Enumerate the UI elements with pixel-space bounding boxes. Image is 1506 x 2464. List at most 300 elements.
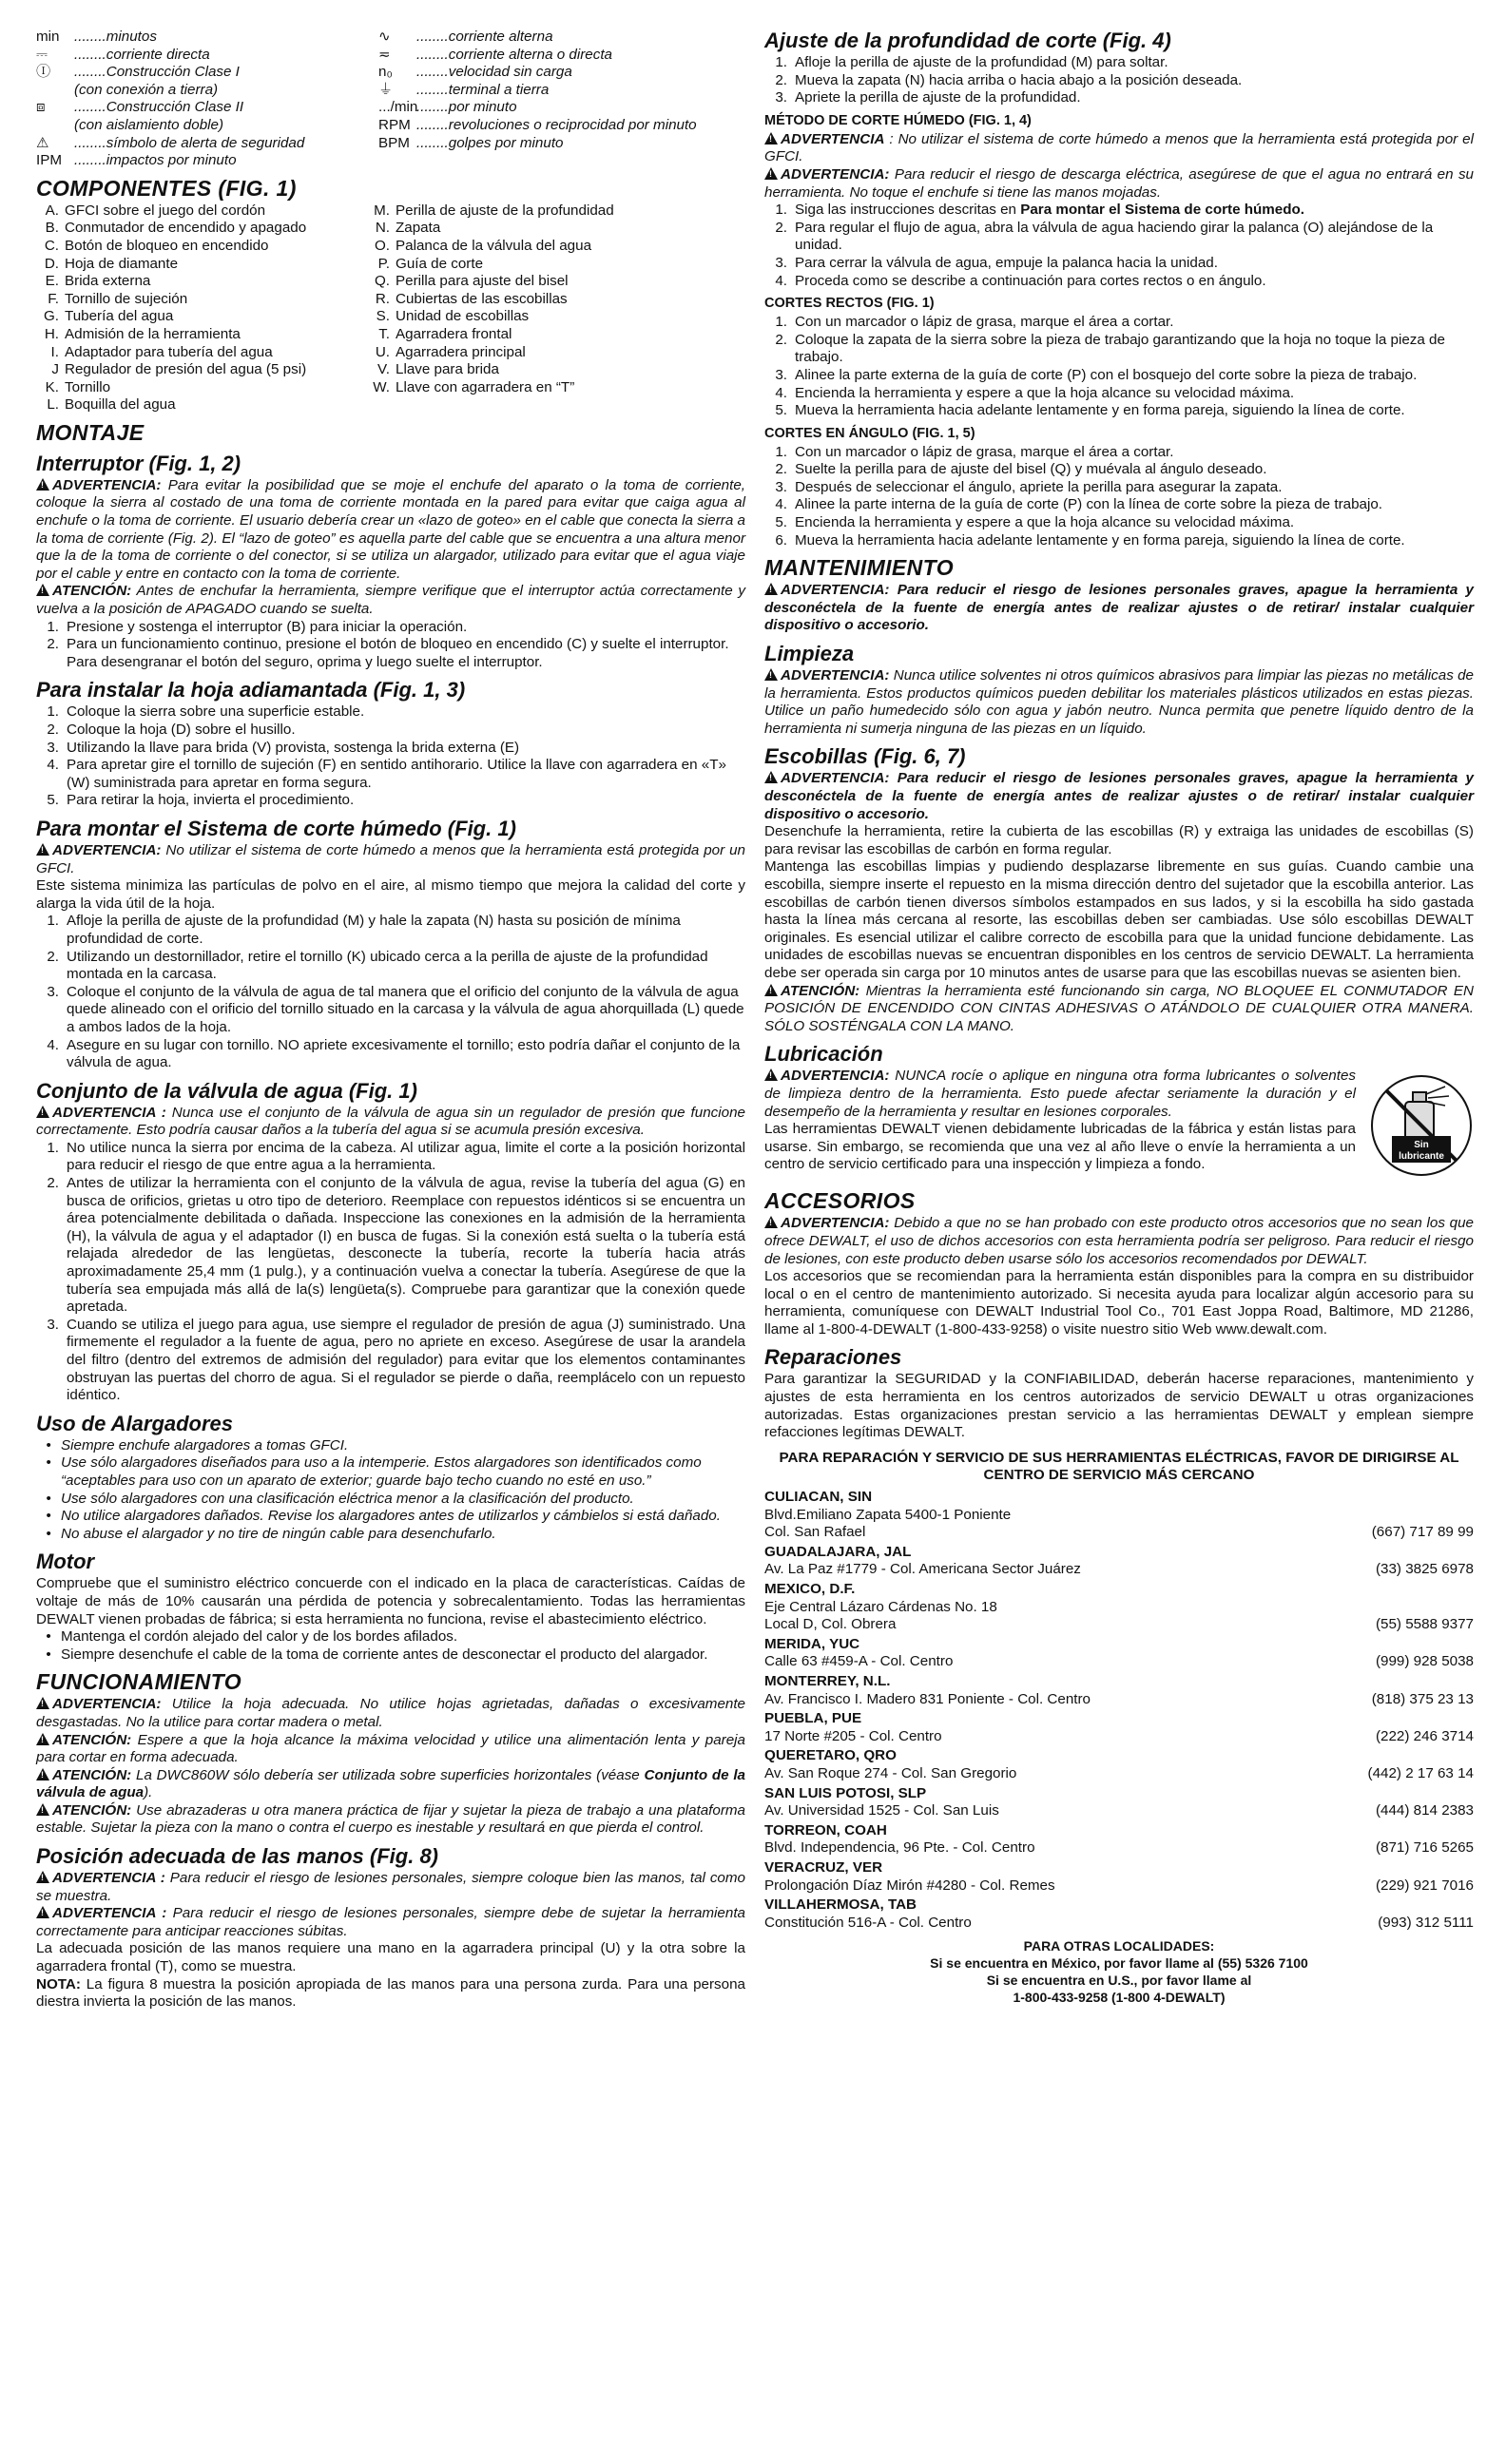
component-letter: E. bbox=[45, 273, 59, 290]
address-line: Calle 63 #459-A - Col. Centro bbox=[764, 1653, 954, 1670]
list-number: 2. bbox=[47, 1175, 59, 1192]
mantenimiento-warning: !ADVERTENCIA: Para reducir el riesgo de lesiones personales graves, apague la herramienta y desconéctela de la fuente de energía antes de realizar ajustes o de retirar/ instalar cualquier dispositivo o accesorio. bbox=[764, 582, 1474, 635]
list-text: Para un funcionamiento continuo, presione el botón de bloqueo en encendido (C) y suelte el interruptor. Para desengranar el botón del seguro, oprima y luego suelte el interruptor. bbox=[67, 636, 729, 670]
interruptor-steps bbox=[36, 619, 745, 672]
service-heading: PARA REPARACIÓN Y SERVICIO DE SUS HERRAMIENTAS ELÉCTRICAS, FAVOR DE DIRIGIRSE AL CENTRO DE SERVICIO MÁS CERCANO bbox=[779, 1449, 1459, 1484]
component-label: Tubería del agua bbox=[65, 308, 174, 325]
list-text: Coloque la hoja (D) sobre el husillo. bbox=[67, 722, 296, 738]
component-label: Admisión de la herramienta bbox=[65, 325, 241, 342]
service-city: VILLAHERMOSA, TAB bbox=[764, 1896, 917, 1914]
bullet-item bbox=[36, 1526, 745, 1544]
list-item bbox=[36, 722, 745, 740]
warning-icon bbox=[36, 1906, 49, 1918]
list-text: Apriete la perilla de ajuste de la profundidad. bbox=[795, 89, 1081, 106]
symbol-label: Construcción Clase II bbox=[106, 99, 244, 116]
escobillas-warning: !ADVERTENCIA: Para reducir el riesgo de lesiones personales graves, apague la herramienta y desconéctela de la fuente de energía antes de realizar ajustes o de retirar/ instalar cualquier dispositivo o accesorio. bbox=[764, 770, 1474, 823]
bullet-text: Mantenga el cordón alejado del calor y de los bordes afilados. bbox=[61, 1628, 458, 1646]
component-item bbox=[367, 202, 745, 221]
service-phone: (442) 2 17 63 14 bbox=[1367, 1764, 1474, 1781]
service-phone: (871) 716 5265 bbox=[1375, 1839, 1474, 1857]
bullet-dot: • bbox=[46, 1646, 51, 1663]
service-address bbox=[764, 1599, 1474, 1617]
list-number: 5. bbox=[775, 514, 787, 531]
list-text: Mueva la herramienta hacia adelante lentamente y en forma pareja, siguiendo la línea de corte. bbox=[795, 402, 1405, 419]
component-letter: C. bbox=[44, 237, 59, 254]
service-city: MONTERREY, N.L. bbox=[764, 1672, 891, 1689]
component-letter: B. bbox=[45, 220, 59, 237]
list-item: 1. Siga las instrucciones descritas en Para montar el Sistema de corte húmedo. bbox=[775, 202, 1305, 219]
service-phone: (222) 246 3714 bbox=[1375, 1727, 1474, 1744]
warning-icon bbox=[36, 1106, 49, 1118]
bullet-dot: • bbox=[46, 1454, 51, 1472]
list-number: 3. bbox=[47, 739, 59, 756]
component-letter: I. bbox=[50, 343, 59, 360]
escobillas-p2: Mantenga las escobillas limpias y pudiendo desplazarse libremente en sus guías. Cuando cambie una escobilla, siempre inserte el repuesto en la misma dirección dentro del sujetador que la escobilla anterior. Las escobillas de carbón tienen diversos símbolos estampados en sus lados, y si la escobilla ha sido gastada hasta la línea más cercana al resorte, las escobillas deben ser cambiadas. Use sólo escobillas DEWALT originales. Es esencial utilizar el calibre correcto de escobilla para que la unidad funcione debidamente. Las unidades de escobillas nuevas se encuentran disponibles en los centros de servicio DEWALT. La herramienta debe ser operada sin carga por 10 minutos antes de usarse para que las escobillas nuevas se asienten bien. bbox=[764, 858, 1474, 981]
list-text: Suelte la perilla para de ajuste del bisel (Q) y muévala al ángulo deseado. bbox=[795, 461, 1267, 478]
component-item bbox=[36, 238, 367, 256]
symbol-label: terminal a tierra bbox=[448, 81, 550, 98]
symbol-glyph bbox=[36, 82, 74, 100]
icon-label-1: Sin bbox=[1414, 1140, 1429, 1151]
list-item bbox=[764, 444, 1474, 462]
list-text: Mueva la herramienta hacia adelante lentamente y en forma pareja, siguiendo la línea de corte. bbox=[795, 531, 1405, 549]
escobillas-attention: !ATENCIÓN: Mientras la herramienta esté funcionando sin carga, NO BLOQUEE EL CONMUTADOR EN POSICIÓN DE ENCENDIDO CON CINTAS ADHESIVAS O ATÁNDOLO DE CUALQUIER OTRA MANERA. SÓLO SOSTÉNGALA CON LA MANO. bbox=[764, 983, 1474, 1036]
list-text: Con un marcador o lápiz de grasa, marque el área a cortar. bbox=[795, 443, 1174, 460]
hoja-steps bbox=[36, 703, 745, 810]
symbol-label: corriente directa bbox=[106, 46, 210, 63]
bullet-text: No utilice alargadores dañados. Revise los alargadores antes de utilizarlos y cámbielos si está dañado. bbox=[61, 1508, 721, 1525]
symbol-glyph: n₀ bbox=[378, 64, 393, 81]
list-text: Antes de utilizar la herramienta con el conjunto de la válvula de agua, revise la tubería del agua (G) en busca de orificios, grietas u otro tipo de deterioro. Reemplace con repuestos idénticos si se encuentra un área potencialmente debilitada o dañada. Inspeccione las conexiones en la admisión de la herramienta (H), la válvula de agua y el adaptador (I) en busca de fugas. Si la conexión está suelta o la tubería está relajada alrededor de las lengüetas, desconecte la tubería, recorte la tubería hacia atrás aproximadamente 25,4 mm (1 pulg.), y a continuación vuelva a conectar la tubería. Asegúrese de que la tubería sea empujada más allá de la(s) lengüeta(s). Compruebe para garantizar que la conexión quede apretada. bbox=[67, 1175, 745, 1316]
symbol-glyph: ≂ bbox=[378, 46, 391, 63]
bullet-dot: • bbox=[46, 1436, 51, 1453]
component-label: Zapata bbox=[396, 220, 441, 237]
list-number: 3. bbox=[775, 254, 787, 271]
list-number: 3. bbox=[775, 366, 787, 383]
motor-bullets bbox=[36, 1628, 745, 1664]
list-number: 4. bbox=[775, 384, 787, 401]
symbol-row bbox=[36, 47, 378, 65]
symbol-leader: ........ bbox=[74, 99, 106, 116]
component-letter: Q. bbox=[374, 273, 390, 290]
component-item bbox=[367, 326, 745, 344]
bullet-item bbox=[36, 1508, 745, 1526]
list-item bbox=[764, 367, 1474, 385]
component-item bbox=[367, 361, 745, 379]
symbol-leader: ........ bbox=[416, 64, 449, 81]
symbol-row bbox=[378, 117, 740, 135]
list-item bbox=[36, 636, 745, 671]
symbol-row bbox=[36, 135, 378, 153]
component-label: Conmutador de encendido y apagado bbox=[65, 220, 307, 237]
service-city: MERIDA, YUC bbox=[764, 1635, 860, 1652]
metodo-steps bbox=[764, 202, 1474, 220]
list-item bbox=[764, 255, 1474, 273]
list-item bbox=[764, 332, 1474, 367]
address-line: Eje Central Lázaro Cárdenas No. 18 bbox=[764, 1598, 997, 1615]
manos-warning-2: !ADVERTENCIA : Para reducir el riesgo de lesiones personales, siempre debe de sujetar la herramienta correctamente para anticipar reacciones súbitas. bbox=[36, 1905, 745, 1940]
list-item bbox=[36, 703, 745, 722]
component-label: Perilla de ajuste de la profundidad bbox=[396, 202, 614, 219]
right-column bbox=[764, 29, 1474, 2006]
list-item bbox=[764, 89, 1474, 107]
service-city: SAN LUIS POTOSI, SLP bbox=[764, 1784, 927, 1801]
lubricacion-block bbox=[764, 1068, 1474, 1183]
service-address bbox=[764, 1839, 1474, 1858]
icon-label-2: lubricante bbox=[1399, 1151, 1444, 1163]
symbol-leader: ........ bbox=[416, 134, 449, 151]
list-item bbox=[36, 913, 745, 948]
list-text: Proceda como se describe a continuación para cortes rectos o en ángulo. bbox=[795, 272, 1266, 289]
symbol-label: (con aislamiento doble) bbox=[74, 116, 224, 133]
bullet-dot: • bbox=[46, 1628, 51, 1646]
list-text: Cuando se utiliza el juego para agua, use siempre el regulador de presión de agua (J) suministrado. Una firmemente el regulador a la fuente de agua, pero no apriete en exceso. Asegúrese de usar la arandela del filtro (dentro del extremos de admisión del regulador) para evitar que los elementos contaminantes obstruyan las puertas del chorro de agua. Si el regulador se pierde o daña, reemplácelo con un repuesto idéntico. bbox=[67, 1316, 745, 1404]
warning-icon bbox=[36, 1871, 49, 1883]
symbol-row bbox=[36, 99, 378, 117]
list-item bbox=[36, 984, 745, 1037]
funcionamiento-title: FUNCIONAMIENTO bbox=[36, 1669, 242, 1695]
list-text: No utilice nunca la sierra por encima de la cabeza. Al utilizar agua, limite el corte a la posición horizontal para reducir el riesgo de que entre agua a la herramienta. bbox=[67, 1139, 745, 1174]
address-line: Prolongación Díaz Mirón #4280 - Col. Remes bbox=[764, 1877, 1055, 1894]
motor-title: Motor bbox=[36, 1550, 95, 1574]
component-item bbox=[367, 291, 745, 309]
symbol-row bbox=[378, 135, 740, 153]
component-item bbox=[367, 238, 745, 256]
service-city: VERACRUZ, VER bbox=[764, 1858, 883, 1876]
list-text: Afloje la perilla de ajuste de la profundidad (M) para soltar. bbox=[795, 54, 1168, 70]
service-phone: (667) 717 89 99 bbox=[1371, 1524, 1474, 1541]
humedo-intro: Este sistema minimiza las partículas de polvo en el aire, al mismo tiempo que mejora la calidad del corte y alarga la vida útil de la hoja. bbox=[36, 877, 745, 912]
list-item bbox=[764, 461, 1474, 479]
montaje-title: MONTAJE bbox=[36, 419, 145, 445]
humedo-title: Para montar el Sistema de corte húmedo (Fig. 1) bbox=[36, 816, 516, 840]
warning-icon bbox=[36, 1697, 49, 1709]
list-text: Coloque el conjunto de la válvula de agua de tal manera que el orificio del conjunto de la válvula de agua quede alineado con el orificio del tornillo situado en la carcasa y la válvula de agua ahorquillada (L) quede a ambos lados de la hoja. bbox=[67, 983, 744, 1035]
component-letter: M. bbox=[374, 202, 390, 219]
component-item bbox=[36, 308, 367, 326]
symbol-glyph: ∿ bbox=[378, 29, 391, 45]
manos-warning-1: !ADVERTENCIA : Para reducir el riesgo de lesiones personales, siempre coloque bien las manos, tal como se muestra. bbox=[36, 1870, 745, 1905]
symbol-glyph: .../min bbox=[378, 99, 418, 116]
service-city: QUERETARO, QRO bbox=[764, 1747, 897, 1764]
component-item bbox=[367, 308, 745, 326]
warning-icon bbox=[36, 1768, 49, 1781]
component-letter: U. bbox=[375, 343, 390, 360]
component-item bbox=[367, 344, 745, 362]
symbol-label: corriente alterna bbox=[448, 29, 553, 45]
service-phone: (444) 814 2383 bbox=[1375, 1802, 1474, 1819]
service-phone: (33) 3825 6978 bbox=[1375, 1561, 1474, 1578]
service-address bbox=[764, 1877, 1474, 1896]
manos-title: Posición adecuada de las manos (Fig. 8) bbox=[36, 1844, 439, 1869]
symbol-label: corriente alterna o directa bbox=[448, 46, 612, 63]
component-item bbox=[36, 291, 367, 309]
list-item bbox=[36, 1037, 745, 1072]
symbol-glyph: ⏚ bbox=[378, 81, 394, 98]
service-address bbox=[764, 1915, 1474, 1933]
bullet-text: Siempre desenchufe el cable de la toma de corriente antes de desconectar el producto del alargador. bbox=[61, 1646, 708, 1663]
list-number: 2. bbox=[775, 71, 787, 88]
symbol-label: (con conexión a tierra) bbox=[74, 81, 219, 98]
component-letter: K. bbox=[45, 378, 59, 395]
lubricacion-text: Las herramientas DEWALT vienen debidamente lubricadas de la fábrica y están listas para usarse. Sin embargo, se recomienda que una vez al año lleve o envíe la herramienta a un centro de servicio certificado para una inspección y limpieza a fondo. bbox=[764, 1121, 1356, 1173]
component-letter: T. bbox=[378, 325, 390, 342]
warning-icon bbox=[36, 843, 49, 856]
warning-icon bbox=[764, 1216, 778, 1228]
component-item bbox=[36, 273, 367, 291]
list-text: Después de seleccionar el ángulo, apriete la perilla para asegurar la zapata. bbox=[795, 478, 1283, 495]
symbol-row bbox=[378, 47, 740, 65]
symbol-row bbox=[378, 29, 740, 47]
list-number: 4. bbox=[775, 272, 787, 289]
service-phone: (229) 921 7016 bbox=[1375, 1877, 1474, 1894]
component-letter: O. bbox=[374, 237, 390, 254]
lubricacion-title: Lubricación bbox=[764, 1042, 883, 1067]
address-line: Av. San Roque 274 - Col. San Gregorio bbox=[764, 1764, 1017, 1781]
symbol-label: Construcción Clase I bbox=[106, 64, 240, 81]
component-item bbox=[367, 273, 745, 291]
component-letter: S. bbox=[376, 308, 390, 325]
component-item bbox=[36, 379, 367, 397]
symbol-leader: ........ bbox=[74, 134, 106, 151]
list-number: 5. bbox=[47, 792, 59, 809]
list-item bbox=[36, 619, 745, 637]
bullet-dot: • bbox=[46, 1490, 51, 1507]
list-text: Para retirar la hoja, invierta el procedimiento. bbox=[67, 792, 355, 809]
component-label: Adaptador para tubería del agua bbox=[65, 343, 273, 360]
address-line: Constitución 516-A - Col. Centro bbox=[764, 1914, 972, 1931]
component-letter: H. bbox=[44, 325, 59, 342]
service-city: TORREON, COAH bbox=[764, 1821, 887, 1838]
list-item bbox=[764, 54, 1474, 72]
component-letter: W. bbox=[373, 378, 390, 395]
manos-text: La adecuada posición de las manos requiere una mano en la agarradera principal (U) y la otra sobre la agarradera frontal (T), como se muestra. bbox=[36, 1940, 745, 1975]
component-letter: F. bbox=[48, 290, 59, 307]
service-centers bbox=[764, 1489, 1474, 1932]
list-number: 6. bbox=[775, 531, 787, 549]
list-item bbox=[36, 740, 745, 758]
footer-line-1: PARA OTRAS LOCALIDADES: bbox=[1023, 1938, 1215, 1954]
lubricacion-warning: !ADVERTENCIA: NUNCA rocíe o aplique en ninguna otra forma lubricantes o solventes de limpieza dentro de la herramienta. Esto puede afectar seriamente la duración y el desempeño de la herramienta y resultar en lesiones corporales. bbox=[764, 1068, 1356, 1121]
list-text: Presione y sostenga el interruptor (B) para iniciar la operación. bbox=[67, 618, 468, 635]
list-number: 2. bbox=[775, 461, 787, 478]
address-line: 17 Norte #205 - Col. Centro bbox=[764, 1727, 942, 1744]
angulo-steps bbox=[764, 444, 1474, 550]
list-number: 3. bbox=[47, 983, 59, 1000]
list-number: 2. bbox=[775, 219, 787, 236]
component-label: Tornillo de sujeción bbox=[65, 290, 188, 307]
valvula-steps bbox=[36, 1140, 745, 1405]
component-label: Cubiertas de las escobillas bbox=[396, 290, 568, 307]
components-left bbox=[36, 202, 367, 414]
warning-icon bbox=[36, 584, 49, 596]
component-item bbox=[36, 361, 367, 379]
symbol-glyph bbox=[36, 117, 74, 135]
bullet-text: Use sólo alargadores diseñados para uso a la intemperie. Estos alargadores son identificados como “aceptables para uso con un aparato de exterior; guarde bajo techo cuando no esté en uso.” bbox=[61, 1454, 702, 1489]
service-address bbox=[764, 1653, 1474, 1671]
component-label: Tornillo bbox=[65, 378, 111, 395]
warning-icon bbox=[764, 771, 778, 783]
list-item bbox=[764, 514, 1474, 532]
metodo-steps-more bbox=[764, 220, 1474, 290]
warning-icon bbox=[764, 132, 778, 144]
list-number: 1. bbox=[47, 618, 59, 635]
list-number: 4. bbox=[47, 1036, 59, 1053]
angulo-title: CORTES EN ÁNGULO (FIG. 1, 5) bbox=[764, 425, 975, 441]
valvula-title: Conjunto de la válvula de agua (Fig. 1) bbox=[36, 1078, 417, 1103]
funcionamiento-att3: !ATENCIÓN: Use abrazaderas u otra manera práctica de fijar y sujetar la pieza de trabajo a una plataforma estable. Sujetar la pieza con la mano o contra el cuerpo es inestable y resultará en que pierda el control. bbox=[36, 1802, 745, 1838]
component-label: Guía de corte bbox=[396, 255, 484, 272]
list-number: 2. bbox=[47, 948, 59, 965]
service-city: PUEBLA, PUE bbox=[764, 1710, 862, 1727]
component-item bbox=[36, 344, 367, 362]
list-number: 3. bbox=[47, 1316, 59, 1333]
symbol-row bbox=[36, 152, 378, 170]
footer-line-2: Si se encuentra en México, por favor llame al (55) 5326 7100 bbox=[930, 1955, 1308, 1972]
list-number: 4. bbox=[775, 496, 787, 513]
component-label: Llave para brida bbox=[396, 361, 499, 378]
symbol-glyph: ⎓ bbox=[36, 46, 48, 63]
rectos-title: CORTES RECTOS (FIG. 1) bbox=[764, 296, 935, 312]
service-address bbox=[764, 1507, 1474, 1525]
symbol-label: símbolo de alerta de seguridad bbox=[106, 134, 305, 151]
service-city: MEXICO, D.F. bbox=[764, 1581, 856, 1597]
symbols-left bbox=[36, 29, 378, 170]
component-label: Agarradera frontal bbox=[396, 325, 512, 342]
metodo-title: MÉTODO DE CORTE HÚMEDO (FIG. 1, 4) bbox=[764, 112, 1032, 128]
list-number: 1. bbox=[47, 913, 59, 930]
list-item bbox=[764, 220, 1474, 255]
warning-icon bbox=[764, 167, 778, 180]
symbol-label: minutos bbox=[106, 29, 157, 45]
limpieza-title: Limpieza bbox=[764, 642, 855, 666]
list-number: 1. bbox=[47, 703, 59, 721]
address-line: Blvd.Emiliano Zapata 5400-1 Poniente bbox=[764, 1506, 1012, 1523]
component-letter: P. bbox=[377, 255, 390, 272]
list-item bbox=[36, 1175, 745, 1317]
list-item bbox=[36, 1317, 745, 1405]
profundidad-title: Ajuste de la profundidad de corte (Fig. 4) bbox=[764, 29, 1171, 52]
bullet-item bbox=[36, 1646, 745, 1665]
funcionamiento-att1: !ATENCIÓN: Espere a que la hoja alcance la máxima velocidad y utilice una alimentación lenta y pareja para cortar en forma adecuada. bbox=[36, 1732, 745, 1767]
symbol-row bbox=[36, 117, 378, 135]
list-number: 1. bbox=[47, 1139, 59, 1156]
alargadores-title: Uso de Alargadores bbox=[36, 1411, 234, 1435]
list-text: Encienda la herramienta y espere a que la hoja alcance su velocidad máxima. bbox=[795, 384, 1295, 401]
component-label: Botón de bloqueo en encendido bbox=[65, 237, 269, 254]
component-letter: V. bbox=[377, 361, 390, 378]
list-item bbox=[764, 385, 1474, 403]
list-text: Afloje la perilla de ajuste de la profundidad (M) y hale la zapata (N) hasta su posición de mínima profundidad de corte. bbox=[67, 913, 681, 947]
symbols-right bbox=[378, 29, 740, 170]
list-item bbox=[36, 949, 745, 984]
service-phone: (993) 312 5111 bbox=[1378, 1914, 1474, 1931]
list-text: Coloque la zapata de la sierra sobre la pieza de trabajo garantizando que la hoja no toque la pieza de trabajo. bbox=[795, 331, 1445, 366]
symbol-leader: ........ bbox=[74, 46, 106, 63]
symbol-leader: ........ bbox=[416, 99, 449, 116]
bullet-text: No abuse el alargador y no tire de ningún cable para desenchufarlo. bbox=[61, 1525, 496, 1542]
accesorios-text: Los accesorios que se recomiendan para la herramienta están disponibles para la compra en su distribuidor local o en el centro de mantenimiento autorizado. Si necesita ayuda para localizar algún accesorio para su herramienta, comuníquese con DEWALT Industrial Tool Co., 701 East Joppa Road, Baltimore, MD 21286, llame al 1-800-4-DEWALT (1-800-433-9258) o visite nuestro sitio Web www.dewalt.com. bbox=[764, 1268, 1474, 1338]
symbol-glyph: RPM bbox=[378, 116, 411, 133]
component-label: Llave con agarradera en “T” bbox=[396, 378, 575, 395]
funcionamiento-warning: !ADVERTENCIA: Utilice la hoja adecuada. No utilice hojas agrietadas, dañadas o excesivamente desgastadas. No la utilice para cortar madera o metal. bbox=[36, 1696, 745, 1731]
symbol-leader: ........ bbox=[416, 29, 449, 45]
accesorios-title: ACCESORIOS bbox=[764, 1188, 916, 1214]
list-text: Encienda la herramienta y espere a que la hoja alcance su velocidad máxima. bbox=[795, 514, 1295, 531]
symbol-label: por minuto bbox=[448, 99, 517, 116]
footer-line-3: Si se encuentra en U.S., por favor llame al bbox=[986, 1973, 1252, 1989]
escobillas-p1: Desenchufe la herramienta, retire la cubierta de las escobillas (R) y extraiga las unidades de escobillas (S) para revisar las escobillas de carbón en forma regular. bbox=[764, 823, 1474, 857]
service-address bbox=[764, 1524, 1474, 1542]
list-text: Asegure en su lugar con tornillo. NO apriete excesivamente el tornillo; esto podría dañar el conjunto de la válvula de agua. bbox=[67, 1036, 741, 1071]
service-phone: (818) 375 23 13 bbox=[1371, 1690, 1474, 1707]
bullet-dot: • bbox=[46, 1508, 51, 1525]
service-address bbox=[764, 1802, 1474, 1820]
component-item bbox=[367, 379, 745, 397]
bullet-item bbox=[36, 1491, 745, 1509]
metodo-warning-2: !ADVERTENCIA: Para reducir el riesgo de descarga eléctrica, asegúrese de que el agua no entrará en su herramienta. No toque el enchufe si tiene las manos mojadas. bbox=[764, 166, 1474, 202]
symbol-leader: ........ bbox=[416, 81, 449, 98]
bullet-item bbox=[36, 1454, 745, 1490]
symbol-leader: ........ bbox=[74, 64, 106, 81]
symbol-row bbox=[36, 64, 378, 82]
component-item bbox=[36, 396, 367, 414]
funcionamiento-att2: !ATENCIÓN: La DWC860W sólo debería ser utilizada sobre superficies horizontales (véase Conjunto de la válvula de agua). bbox=[36, 1767, 745, 1802]
list-text: Mueva la zapata (N) hacia arriba o hacia abajo a la posición deseada. bbox=[795, 71, 1243, 88]
warning-icon bbox=[764, 984, 778, 996]
component-letter: A. bbox=[45, 202, 59, 219]
list-number: 3. bbox=[775, 89, 787, 106]
address-line: Col. San Rafael bbox=[764, 1524, 866, 1541]
list-number: 2. bbox=[775, 331, 787, 348]
symbol-leader: ........ bbox=[74, 29, 106, 45]
bullet-text: Use sólo alargadores con una clasificación eléctrica menor a la clasificación del producto. bbox=[61, 1490, 634, 1507]
list-item bbox=[764, 479, 1474, 497]
manos-nota: NOTA: La figura 8 muestra la posición apropiada de las manos para una persona zurda. Para una persona diestra invierta la posición de las manos. bbox=[36, 1975, 745, 2011]
list-item bbox=[764, 496, 1474, 514]
symbol-label: revoluciones o reciprocidad por minuto bbox=[448, 116, 697, 133]
bullet-text: Siempre enchufe alargadores a tomas GFCI. bbox=[61, 1436, 349, 1453]
component-letter: G. bbox=[43, 308, 59, 325]
symbol-row bbox=[36, 82, 378, 100]
list-number: 1. bbox=[775, 443, 787, 460]
component-item bbox=[36, 202, 367, 221]
component-label: Agarradera principal bbox=[396, 343, 526, 360]
limpieza-warning: !ADVERTENCIA: Nunca utilice solventes ni otros químicos abrasivos para limpiar las piezas no metálicas de la herramienta. Estos productos químicos pueden debilitar los materiales plásticos utilizados en estas piezas. Utilice un paño humedecido sólo con agua y jabón neutro. Nunca permita que penetre líquido dentro de la herramienta ni sumerja ninguna de las piezas en un líquido. bbox=[764, 667, 1474, 738]
list-text: Para regular el flujo de agua, abra la válvula de agua haciendo girar la palanca (O) alejándose de la unidad. bbox=[795, 219, 1434, 254]
component-item bbox=[36, 220, 367, 238]
component-letter: D. bbox=[44, 255, 59, 272]
motor-text: Compruebe que el suministro eléctrico concuerde con el indicado en la placa de características. Caídas de voltaje de más de 10% causarán una pérdida de potencia y sobrecalentamiento. Todas las herramientas DEWALT vienen probadas de fábrica; si esta herramienta no funciona, revise el abastecimiento eléctrico. bbox=[36, 1575, 745, 1627]
address-line: Blvd. Independencia, 96 Pte. - Col. Centro bbox=[764, 1839, 1035, 1857]
component-letter: J bbox=[51, 361, 59, 378]
component-label: Perilla para ajuste del bisel bbox=[396, 273, 569, 290]
component-item bbox=[367, 256, 745, 274]
valvula-warning: !ADVERTENCIA : Nunca use el conjunto de la válvula de agua sin un regulador de presión que funcione correctamente. Esto podría causar daños a la tubería del agua si se acumula presión excesiva. bbox=[36, 1105, 745, 1140]
warning-icon bbox=[36, 1733, 49, 1745]
service-phone: (55) 5588 9377 bbox=[1375, 1616, 1474, 1633]
component-label: Hoja de diamante bbox=[65, 255, 179, 272]
service-address bbox=[764, 1561, 1474, 1579]
symbol-label: golpes por minuto bbox=[448, 134, 564, 151]
symbol-glyph: ⧈ bbox=[36, 99, 46, 116]
alargadores-bullets bbox=[36, 1437, 745, 1544]
service-city: GUADALAJARA, JAL bbox=[764, 1543, 912, 1560]
service-city: CULIACAN, SIN bbox=[764, 1489, 873, 1506]
component-letter: N. bbox=[375, 220, 390, 237]
warning-icon bbox=[36, 478, 49, 491]
warning-icon bbox=[36, 1803, 49, 1816]
